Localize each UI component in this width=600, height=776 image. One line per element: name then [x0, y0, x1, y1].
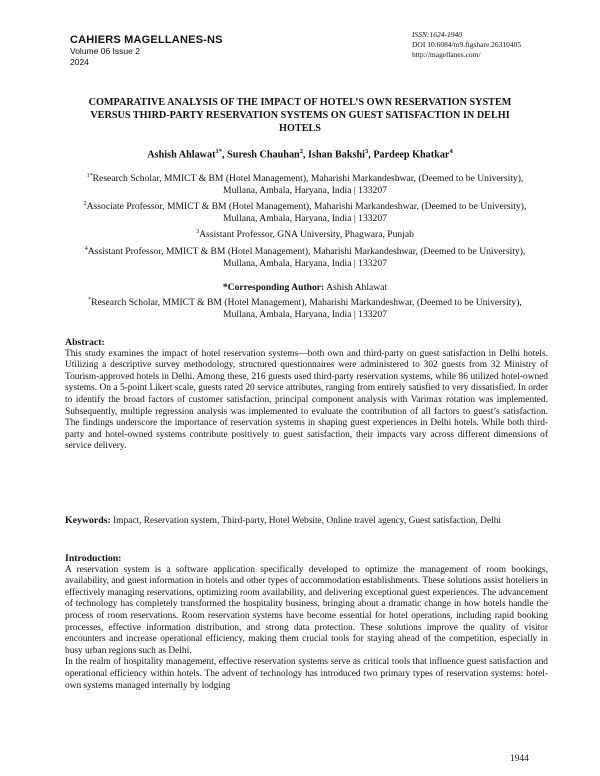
abstract-section — [65, 337, 548, 453]
affiliations — [70, 170, 540, 271]
author-name: Ishan Bakshi — [308, 149, 365, 161]
affiliation-text: Associate Professor, MMICT & BM (Hotel Management), Maharishi Markandeshwar, (Deemed to be University), Mullana, Ambala, Haryana, India | 133207 — [86, 201, 527, 225]
author-sup: 4 — [449, 148, 453, 155]
corresponding-affiliation: Research Scholar, MMICT & BM (Hotel Management), Maharishi Markandeshwar, (Deemed to be University), Mullana, Ambala, Haryana, India | 133207 — [91, 297, 522, 321]
author-sup: 3 — [364, 148, 369, 155]
journal-year: 2024 — [70, 57, 89, 67]
journal-header — [70, 34, 223, 68]
affiliation — [70, 243, 540, 270]
corresponding-author — [70, 282, 540, 321]
introduction-heading: Introduction: — [65, 553, 122, 564]
affiliation — [70, 170, 540, 197]
affiliation — [70, 198, 540, 225]
journal-url: http://magellanes.com/ — [412, 50, 481, 59]
author-name: Ashish Ahlawat — [147, 149, 216, 161]
affiliation-text: Assistant Professor, GNA University, Phagwara, Punjab — [199, 229, 414, 241]
keywords-heading: Keywords: — [65, 515, 111, 526]
journal-volume: Volume 06 Issue 2 — [70, 46, 140, 56]
corresponding-name: Ashish Ahlawat — [326, 282, 388, 293]
page-number: 1944 — [510, 754, 529, 764]
keywords-section — [65, 515, 548, 528]
paper-title: COMPARATIVE ANALYSIS OF THE IMPACT OF HOTEL’S OWN RESERVATION SYSTEM VERSUS THIRD-PARTY RESERVATION SYSTEMS ON GUEST SATISFACTION IN DELHI HOTELS — [88, 97, 512, 134]
affiliation-text: Assistant Professor, MMICT & BM (Hotel Management), Maharishi Markandeshwar, (Deemed to be University), Mullana, Ambala, Haryana, India | 133207 — [87, 245, 526, 269]
issn: ISSN:1624-1940 — [412, 30, 462, 39]
author-list: Ashish Ahlawat$^{1*}$, Suresh Chauhan$^2$, Ishan Bakshi$^3$, Pardeep Khatkar$^4$ — [147, 148, 453, 161]
journal-meta — [412, 30, 521, 60]
journal-name: CAHIERS MAGELLANES-NS — [70, 34, 223, 46]
introduction-section — [65, 553, 548, 692]
author-name: Suresh Chauhan — [227, 149, 300, 161]
author-sup: 1* — [215, 148, 223, 155]
introduction-paragraph: In the realm of hospitality management, effective reservation systems serve as critical tools that influence guest satisfaction and operational efficiency within hotels. The advent of technology has introduced two primary types of reservation systems: hotel-own systems managed internally by lodging — [65, 657, 548, 691]
introduction-paragraph: A reservation system is a software application specifically developed to optimize the management of room bookings, availability, and guest information in hotels and other types of accommodation establishments. These solutions assist hoteliers in effectively managing reservations, optimizing room availability, and delivering exceptional guest experiences. The advancement of technology has completely transformed the hospitality business, bringing about a dramatic change in how hotels handle the process of room reservations. Room reservation systems have become essential for hotel operations, including rapid booking processes, effective information distribution, and strong data protection. These solutions improve the quality of visitor encounters and increase operational efficiency, making them crucial tools for staying ahead of the competition, especially in busy urban regions such as Delhi. — [65, 564, 548, 656]
affiliation-sup: 1* — [86, 173, 93, 179]
corresponding-sup: * — [88, 297, 92, 303]
affiliation — [70, 226, 540, 241]
affiliation-sup: 3 — [196, 229, 200, 236]
affiliation-sup: 2 — [83, 201, 87, 208]
abstract-heading: Abstract: — [65, 337, 105, 348]
corresponding-label: *Corresponding Author: — [222, 282, 325, 293]
author-sup: 2 — [299, 148, 303, 155]
abstract-text: This study examines the impact of hotel reservation systems—both own and third-party on guest satisfaction in Delhi hotels. Utilizing a descriptive survey methodology, structured questionnaires were administered to 302 guests from 32 Ministry of Tourism-approved hotels in Delhi. Among these, 216 guests used third-party reservation systems, while 86 utilized hotel-owned systems. On a 5-point Likert scale, guests rated 20 service attributes, ranging from entirely satisfied to very dissatisfied. In order to identify the broad factors of customer satisfaction, principal component analysis with Varimax rotation was implemented. Subsequently, multiple regression analysis was implemented to evaluate the contribution of all factors to guest’s satisfaction. The findings underscore the importance of reservation systems in shaping guest experiences in Delhi hotels. While both third-party and hotel-owned systems contribute positively to guest satisfaction, their impacts vary across different dimensions of service delivery. — [65, 348, 548, 452]
keywords-text: Impact, Reservation system, Third-party, Hotel Website, Online travel agency, Guest satisfaction, Delhi — [113, 516, 501, 526]
affiliation-text: Research Scholar, MMICT & BM (Hotel Management), Maharishi Markandeshwar, (Deemed to be University), Mullana, Ambala, Haryana, India | 133207 — [92, 173, 524, 197]
doi: DOI 10.6084/m9.figshare.26310405 — [412, 40, 522, 49]
affiliation-sup: 4 — [84, 245, 88, 252]
author-name: Pardeep Khatkar — [373, 149, 450, 161]
